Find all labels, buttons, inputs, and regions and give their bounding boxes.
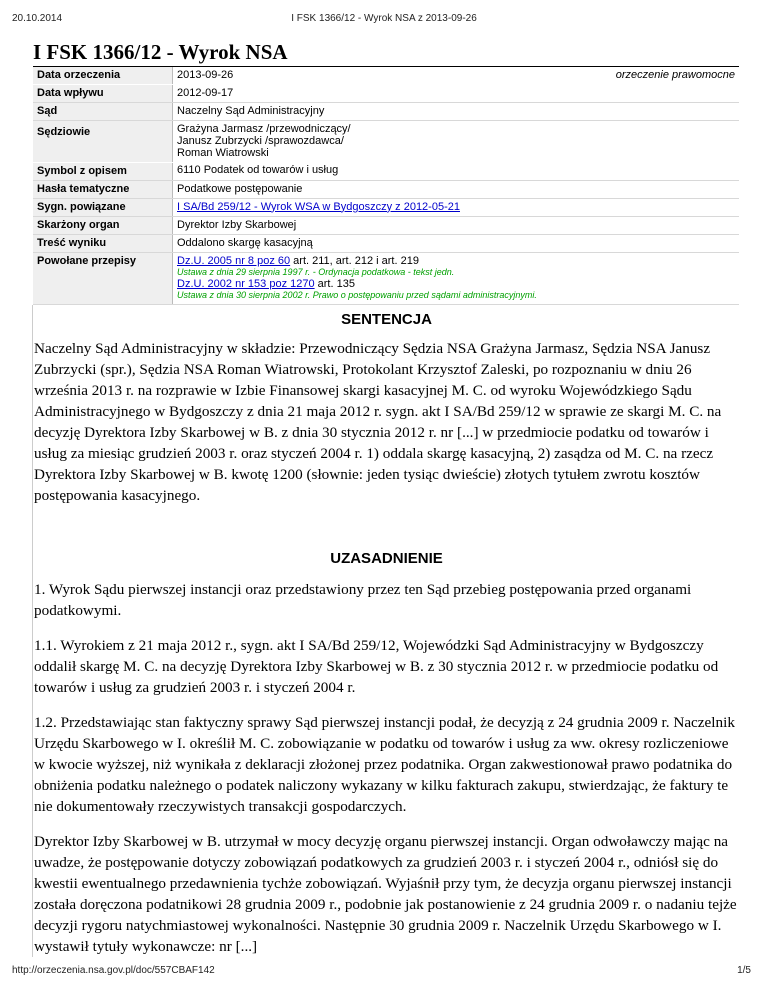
regulation-link[interactable]: Dz.U. 2002 nr 153 poz 1270 (177, 277, 315, 290)
uzasadnienie-heading: UZASADNIENIE (330, 549, 443, 567)
label-data-wplywu: Data wpływu (33, 85, 173, 103)
row-hasla (33, 180, 739, 198)
value-hasla: Podatkowe postępowanie (173, 180, 740, 198)
row-sedziowie (33, 121, 739, 163)
label-sedziowie: Sędziowie (33, 121, 173, 163)
label-przepisy: Powołane przepisy (33, 252, 173, 304)
label-symbol: Symbol z opisem (33, 162, 173, 180)
print-url: http://orzeczenia.nsa.gov.pl/doc/557CBAF142 (12, 965, 215, 976)
sentencja-section (32, 305, 739, 957)
judge-name: Janusz Zubrzycki /sprawozdawca/ (177, 135, 344, 147)
uzasadnienie-paragraph: 1. Wyrok Sądu pierwszej instancji oraz przedstawiony przez ten Sąd przebieg postępowania przed organami podatkowymi. (34, 580, 692, 619)
uzasadnienie-paragraph: Dyrektor Izby Skarbowej w B. utrzymał w mocy decyzję organu pierwszej instancji. Organ odwoławczy mając na uwadze, że postępowanie dotyczy zobowiązań podatkowych za grudzień 2003 r. i styczeń 2004 r., odniósł się do kwestii ewentualnego przedawnienia tychże zobowiązań. Wyjaśnił przy tym, że decyzja organu pierwszej instancji została doręczona podatnikowi 28 grudnia 2009 r., podobnie jak postanowienie z 24 grudnia 2009 r. o nadaniu tejże decyzji rygoru natychmiastowej wykonalności. Następnie 30 grudnia 2009 r. Naczelnik Urzędu Skarbowego w I. wystawił tytuły wykonawcze: nr [...] (34, 832, 737, 955)
value-tresc: Oddalono skargę kasacyjną (173, 234, 740, 252)
label-hasla: Hasła tematyczne (33, 180, 173, 198)
row-sygn (33, 198, 739, 216)
print-header (0, 13, 768, 27)
label-data-orzeczenia: Data orzeczenia (33, 67, 173, 85)
print-footer (0, 965, 768, 979)
value-data-orzeczenia: 2013-09-26 (177, 69, 234, 81)
print-date: 20.10.2014 (12, 13, 63, 24)
judge-name: Grażyna Jarmasz /przewodniczący/ (177, 123, 351, 135)
document (33, 40, 739, 957)
uzasadnienie-paragraph: 1.2. Przedstawiając stan faktyczny sprawy Sąd pierwszej instancji podał, że decyzją z 24 grudnia 2009 r. Naczelnik Urzędu Skarbowego w I. określił M. C. zobowiązanie w podatku od towarów i usług za ww. okresy rozliczeniowe w kwocie wyższej, niż wynikała z deklaracji złożonej przez podatnika. Organ zakwestionował prawo podatnika do obniżenia podatku należnego o podatek naliczony wykazany w kilku fakturach zakupu, stwierdzając, że faktury te nie dokumentowały rzeczywistych transakcji gospodarczych. (34, 713, 735, 815)
row-skarzony (33, 216, 739, 234)
regulation-articles: art. 135 (314, 277, 355, 290)
sentencja-heading: SENTENCJA (341, 310, 432, 328)
value-symbol: 6110 Podatek od towarów i usług (173, 162, 740, 180)
value-data-wplywu: 2012-09-17 (173, 85, 740, 103)
judge-name: Roman Wiatrowski (177, 147, 269, 159)
label-sygn: Sygn. powiązane (33, 198, 173, 216)
row-sad (33, 103, 739, 121)
page-number: 1/5 (737, 965, 751, 976)
regulation-link[interactable]: Dz.U. 2005 nr 8 poz 60 (177, 254, 291, 267)
label-tresc: Treść wyniku (33, 234, 173, 252)
regulation-item (177, 278, 735, 301)
label-sad: Sąd (33, 103, 173, 121)
print-title: I FSK 1366/12 - Wyrok NSA z 2013-09-26 (291, 13, 477, 24)
metadata-table (33, 67, 739, 305)
regulation-articles: art. 211, art. 212 i art. 219 (290, 254, 419, 267)
label-skarzony: Skarżony organ (33, 216, 173, 234)
value-sad: Naczelny Sąd Administracyjny (173, 103, 740, 121)
regulation-note: Ustawa z dnia 30 sierpnia 2002 r. Prawo o postępowaniu przed sądami administracyjnymi. (177, 289, 537, 300)
status-badge: orzeczenie prawomocne (615, 69, 735, 81)
page-title: I FSK 1366/12 - Wyrok NSA (33, 40, 739, 67)
row-symbol (33, 162, 739, 180)
uzasadnienie-paragraph: 1.1. Wyrokiem z 21 maja 2012 r., sygn. akt I SA/Bd 259/12, Wojewódzki Sąd Administracyjny w Bydgoszczy oddalił skargę M. C. na decyzję Dyrektora Izby Skarbowej w B. z 30 stycznia 2012 r. w przedmiocie podatku od towarów i usług za grudzień 2003 r. i styczeń 2004 r. (34, 636, 719, 696)
row-data-wplywu (33, 85, 739, 103)
row-data-orzeczenia (33, 67, 739, 85)
related-case-link[interactable]: I SA/Bd 259/12 - Wyrok WSA w Bydgoszczy z 2012-05-21 (177, 200, 460, 213)
row-przepisy (33, 252, 739, 304)
regulation-item (177, 255, 735, 278)
sentencja-text: Naczelny Sąd Administracyjny w składzie: Przewodniczący Sędzia NSA Grażyna Jarmasz, Sędzia NSA Janusz Zubrzycki (spr.), Sędzia NSA Roman Wiatrowski, Protokolant Krzysztof Zaleski, po rozpoznaniu w dniu 26 września 2013 r. na rozprawie w Izbie Finansowej skargi kasacyjnej M. C. od wyroku Wojewódzkiego Sądu Administracyjnego w Bydgoszczy z dnia 21 maja 2012 r. sygn. akt I SA/Bd 259/12 w sprawie ze skargi M. C. na decyzję Dyrektora Izby Skarbowej w B. z dnia 30 stycznia 2012 r. nr [...] w przedmiocie podatku od towarów i usług za miesiąc grudzień 2003 r. oraz styczeń 2004 r. 1) oddala skargę kasacyjną, 2) zasądza od M. C. na rzecz Dyrektora Izby Skarbowej w B. kwotę 1200 (słownie: jeden tysiąc dwieście) złotych tytułem zwrotu kosztów postępowania kasacyjnego. (34, 339, 722, 504)
regulation-note: Ustawa z dnia 29 sierpnia 1997 r. - Ordynacja podatkowa - tekst jedn. (177, 266, 455, 277)
row-tresc (33, 234, 739, 252)
value-skarzony: Dyrektor Izby Skarbowej (173, 216, 740, 234)
